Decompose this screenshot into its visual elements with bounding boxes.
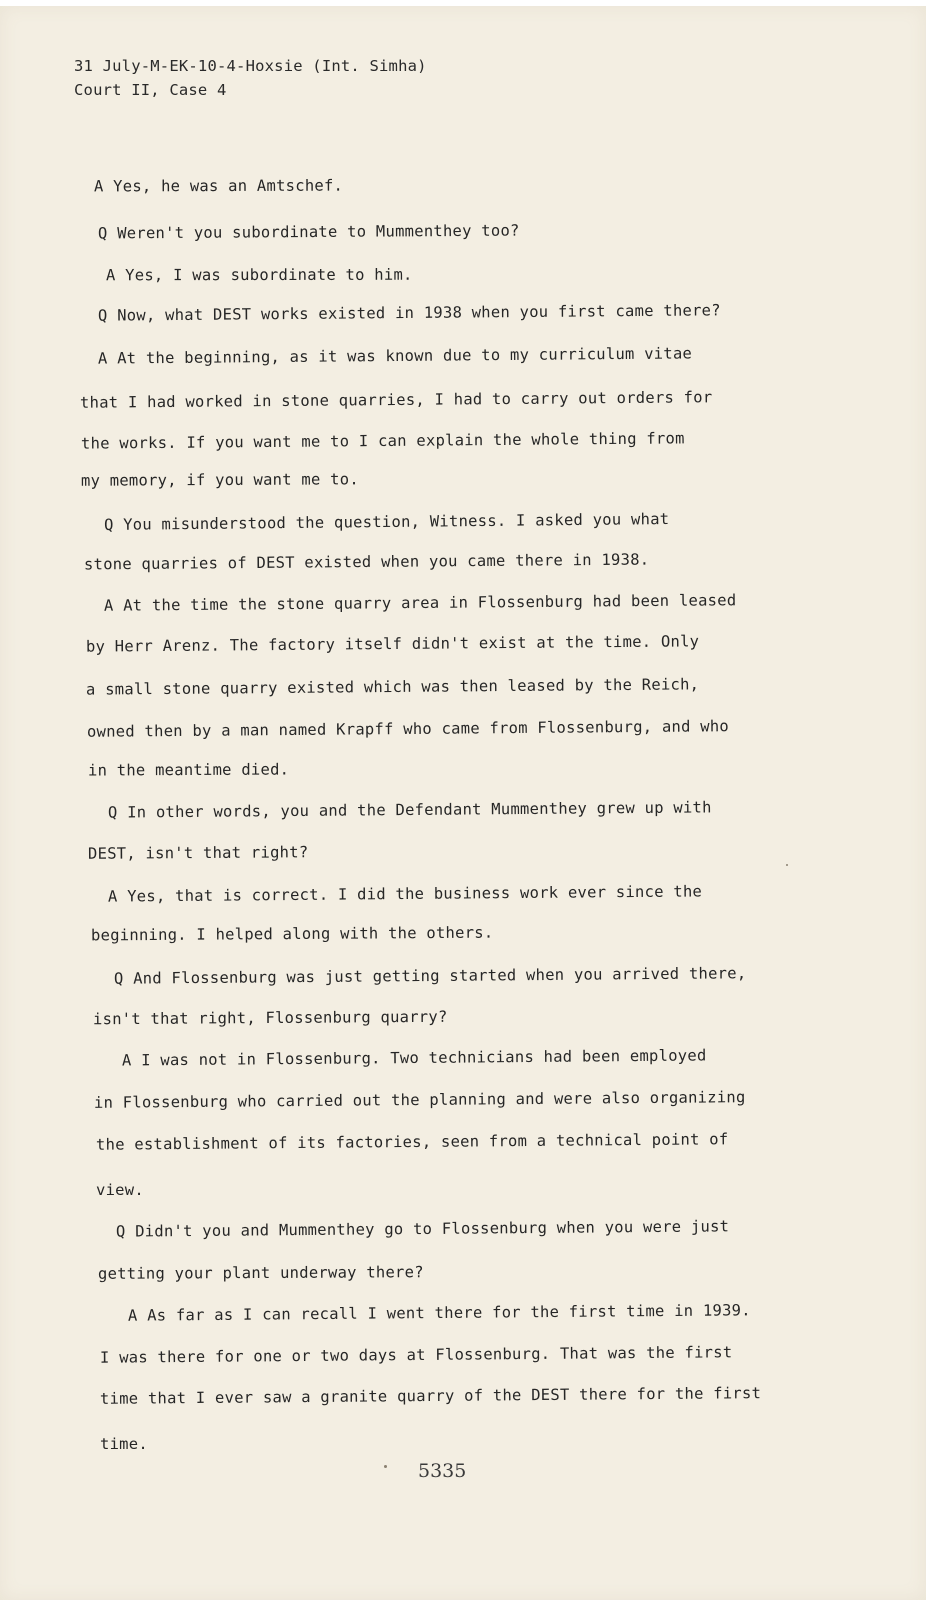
page-margin bbox=[926, 0, 944, 1600]
transcript-line: A I was not in Flossenburg. Two technicians had been employed bbox=[121, 1046, 707, 1070]
transcript-line: A Yes, that is correct. I did the business work ever since the bbox=[107, 882, 703, 906]
transcript-line: Q Now, what DEST works existed in 1938 when you first came there? bbox=[97, 301, 721, 325]
page-number: 5335 bbox=[418, 1460, 467, 1482]
transcript-line: time. bbox=[100, 1435, 148, 1453]
transcript-line: the establishment of its factories, seen from a technical point of bbox=[95, 1130, 729, 1154]
transcript-line: the works. If you want me to I can explain the whole thing from bbox=[80, 429, 685, 453]
transcript-line: Q And Flossenburg was just getting started when you arrived there, bbox=[113, 964, 747, 988]
transcript-line: in Flossenburg who carried out the planning and were also organizing bbox=[93, 1088, 746, 1112]
transcript-line: A Yes, he was an Amtschef. bbox=[93, 176, 344, 196]
transcript-line: beginning. I helped along with the others. bbox=[90, 923, 494, 945]
transcript-line: a small stone quarry existed which was then leased by the Reich, bbox=[85, 675, 700, 699]
transcript-line: A Yes, I was subordinate to him. bbox=[105, 265, 413, 285]
transcript-line: my memory, if you want me to. bbox=[80, 470, 359, 490]
transcript-line: A At the beginning, as it was known due to my curriculum vitae bbox=[97, 344, 693, 368]
transcript-line: Q Weren't you subordinate to Mummenthey too? bbox=[97, 221, 520, 243]
transcript-line: DEST, isn't that right? bbox=[87, 843, 309, 863]
paper-speck bbox=[384, 1465, 387, 1468]
transcript-line: Q You misunderstood the question, Witness. I asked you what bbox=[103, 510, 670, 534]
transcript-line: Q In other words, you and the Defendant Mummenthey grew up with bbox=[107, 798, 712, 822]
transcript-line: A As far as I can recall I went there for the first time in 1939. bbox=[127, 1301, 751, 1325]
transcript-line: that I had worked in stone quarries, I had to carry out orders for bbox=[79, 388, 713, 412]
header-court-line: Court II, Case 4 bbox=[74, 81, 227, 99]
transcript-line: getting your plant underway there? bbox=[97, 1263, 424, 1283]
transcript-line: A At the time the stone quarry area in Flossenburg had been leased bbox=[103, 591, 737, 615]
transcript-line: in the meantime died. bbox=[87, 760, 290, 780]
transcript-line: view. bbox=[96, 1181, 144, 1199]
transcript-line: I was there for one or two days at Flossenburg. That was the first bbox=[99, 1343, 733, 1367]
header-session-line: 31 July-M-EK-10-4-Hoxsie (Int. Simha) bbox=[74, 57, 427, 75]
transcript-line: by Herr Arenz. The factory itself didn't exist at the time. Only bbox=[85, 632, 700, 656]
transcript-line: time that I ever saw a granite quarry of the DEST there for the first bbox=[99, 1384, 762, 1408]
transcript-line: owned then by a man named Krapff who came from Flossenburg, and who bbox=[86, 717, 730, 741]
transcript-line: stone quarries of DEST existed when you came there in 1938. bbox=[83, 550, 650, 574]
transcript-line: isn't that right, Flossenburg quarry? bbox=[92, 1007, 448, 1029]
transcript-line: Q Didn't you and Mummenthey go to Flossenburg when you were just bbox=[115, 1217, 730, 1241]
paper-speck bbox=[786, 864, 788, 866]
